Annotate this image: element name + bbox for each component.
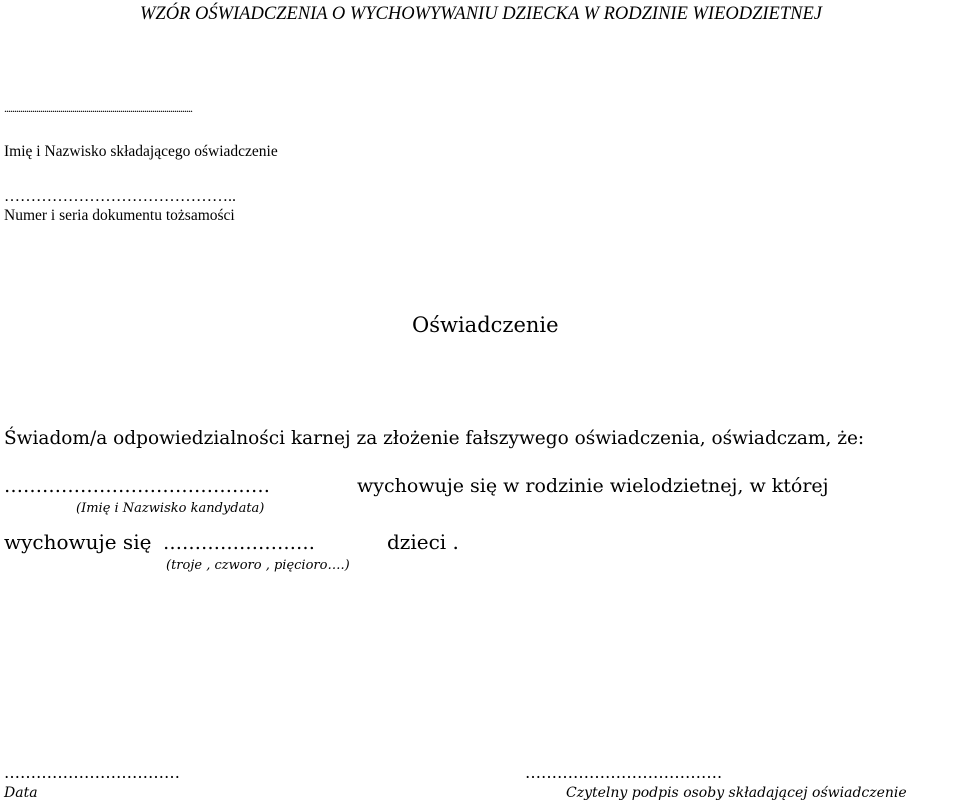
id-document-dotted-line: …………………………………….. (4, 188, 236, 205)
candidate-name-hint: (Imię i Nazwisko kandydata) (76, 501, 265, 516)
date-dotted-line: …………………………… (4, 763, 180, 782)
large-family-clause: wychowuje się w rodzinie wielodzietnej, w której (357, 475, 829, 497)
signature-label: Czytelny podpis osoby składającej oświadczenie (566, 785, 907, 801)
document-title: WZÓR OŚWIADCZENIA O WYCHOWYWANIU DZIECKA W RODZINIE WIEODZIETNEJ (140, 4, 822, 24)
declaration-heading: Oświadczenie (412, 313, 559, 337)
children-count-prefix: wychowuje się (4, 530, 152, 554)
signature-dotted-line: ………………………………. (525, 763, 723, 782)
children-count-dotted-line: …………………… (163, 532, 315, 554)
declarant-name-dotted-line: .............................................................................................. (4, 101, 192, 115)
date-label: Data (4, 785, 38, 801)
declarant-name-label: Imię i Nazwisko składającego oświadczenie (4, 143, 278, 160)
declaration-statement: Świadom/a odpowiedzialności karnej za złożenie fałszywego oświadczenia, oświadczam, że: (4, 428, 865, 449)
children-count-hint: (troje , czworo , pięcioro….) (166, 558, 350, 573)
candidate-name-dotted-line: …………………………………… (4, 475, 270, 497)
id-document-label: Numer i seria dokumentu tożsamości (4, 207, 235, 224)
children-count-suffix: dzieci . (387, 530, 459, 554)
